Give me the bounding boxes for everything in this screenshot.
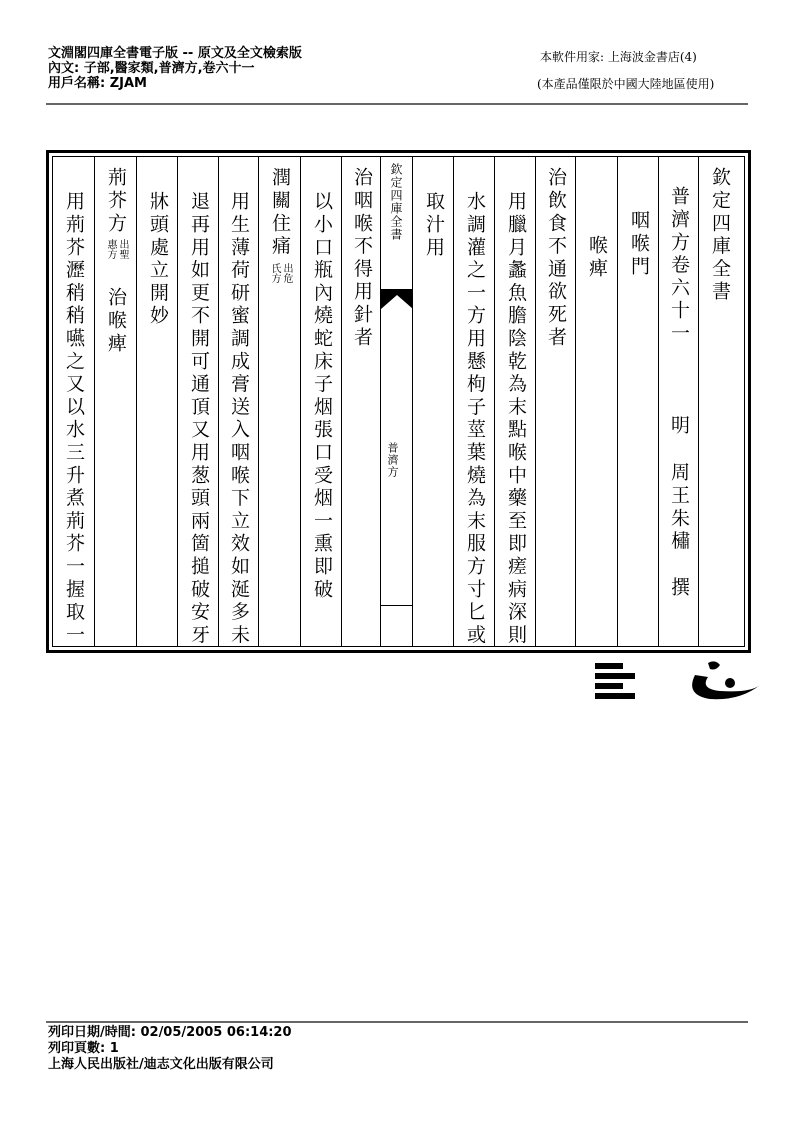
column-3 (617, 157, 659, 646)
column-15 (136, 157, 178, 646)
footer-print-pages: 列印頁數: 1 (48, 1041, 119, 1056)
subsection-heading: 喉痺 (586, 235, 608, 281)
author-name: 周王朱橚 (668, 462, 690, 554)
source-note: 出危氏方 (269, 263, 292, 283)
text-line: 取汁用 (423, 191, 445, 260)
fold-book-name: 普濟方 (386, 442, 399, 478)
text-line: 以小口瓶內燒蛇床子烟張口受烟一熏即破 (311, 191, 333, 602)
column-11 (300, 157, 342, 646)
column-12 (258, 157, 301, 646)
header-title: 文淵閣四庫全書電子版 -- 原文及全文檢索版 (48, 46, 302, 61)
page-body (52, 156, 745, 647)
column-5 (535, 157, 576, 646)
text-line: 用荊芥瀝稍稍嚥之又以水三升煮荊芥一握取一 (63, 191, 85, 647)
column-16 (94, 157, 137, 646)
header-licensee: 本軟件用家: 上海波金書店(4) (540, 50, 697, 64)
publisher-logo-icon (590, 655, 770, 710)
text-line: 牀頭處立開妙 (147, 191, 169, 328)
fold-book-title: 欽定四庫全書 (389, 163, 403, 241)
center-fold-column (380, 157, 413, 646)
text-line: 水調灌之一方用懸枸子莖葉燒為末服方寸匕或 (464, 191, 486, 647)
column-2 (658, 157, 699, 646)
footer-rule (46, 1021, 748, 1023)
header-restriction: (本產品僅限於中國大陸地區使用) (537, 77, 715, 91)
column-14 (177, 157, 219, 646)
footer-print-time: 列印日期/時間: 02/05/2005 06:14:20 (48, 1025, 292, 1040)
book-title: 欽定四庫全書 (709, 167, 731, 304)
section-heading: 咽喉門 (628, 210, 650, 279)
header-content-path: 內文: 子部,醫家類,普濟方,卷六十一 (48, 61, 255, 76)
fold-divider (381, 605, 413, 606)
column-10 (341, 157, 381, 646)
source-note: 出聖惠方 (105, 239, 128, 259)
column-17 (53, 157, 94, 646)
text-line: 用臘月蠡魚膽陰乾為末點喉中藥至即瘥病深則 (505, 191, 527, 647)
column-13 (218, 157, 259, 646)
text-line: 用生薄荷研蜜調成膏送入咽喉下立效如涎多未 (228, 191, 250, 647)
chapter-title: 普濟方卷六十一 (668, 186, 690, 346)
column-8 (412, 157, 454, 646)
column-6 (494, 157, 536, 646)
page-frame (46, 150, 751, 653)
recipe-indication: 治喉痺 (105, 287, 127, 356)
recipe-title: 荊芥方 (105, 167, 127, 236)
header-user: 用戶名稱: ZJAM (48, 76, 147, 91)
text-line: 退再用如更不開可通頂又用葱頭兩箇搥破安牙 (188, 191, 210, 647)
author-role: 撰 (668, 577, 690, 600)
column-1 (698, 157, 743, 646)
text-line: 潤關住痛 (269, 167, 291, 259)
author-dynasty: 明 (668, 415, 690, 438)
header-rule (46, 103, 748, 105)
fishtail-mark (381, 289, 413, 309)
text-line: 治咽喉不得用針者 (351, 167, 373, 350)
column-4 (575, 157, 618, 646)
text-line: 治飲食不通欲死者 (545, 167, 567, 350)
footer-publisher: 上海人民出版社/迪志文化出版有限公司 (48, 1057, 274, 1072)
column-7 (453, 157, 495, 646)
